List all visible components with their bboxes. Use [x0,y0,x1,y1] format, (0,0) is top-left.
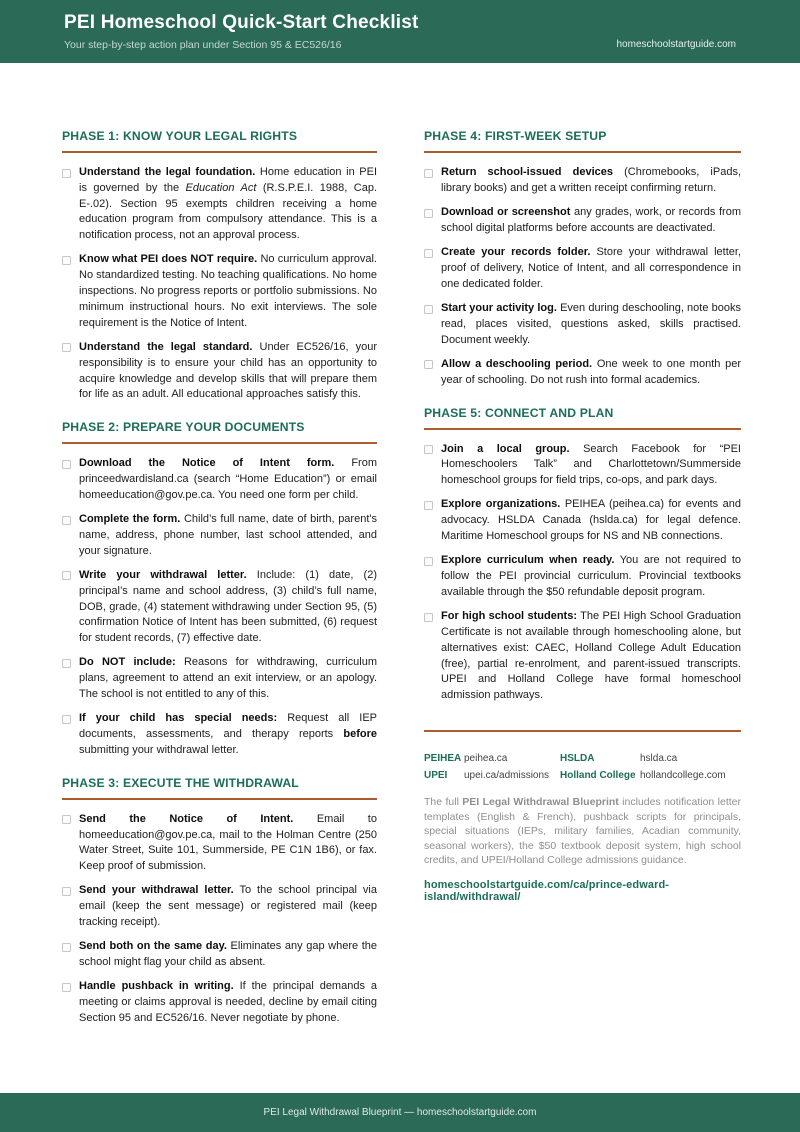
checklist-item [62,512,377,559]
checkbox[interactable] [424,501,433,510]
checklist-item [424,497,741,544]
checklist-item [62,165,377,244]
checkbox[interactable] [424,305,433,314]
checkbox[interactable] [62,571,71,580]
item-body: any grades, work, or records from school digital platforms before accounts are deactivated. [441,206,741,234]
item-body: Request all IEP documents, assessments, and therapy reports before submitting your withdrawal letter. [79,712,377,756]
item-lead: Join a local group. [441,442,570,455]
item-lead: Return school-issued devices [441,166,613,178]
checklist-item [424,205,741,237]
item-lead: Explore organizations. [441,498,561,511]
item-lead: Do NOT include: [79,656,176,669]
phase-title: PHASE 4: FIRST-WEEK SETUP [424,129,607,143]
phase-section [62,420,377,759]
item-body: Include: (1) date, (2) principal’s name and school address, (3) child’s full name, DOB, grade, (4) statement withdrawing under Section 95, (5) confirmation Notice of Intent has been submitted, (6) request for student records, (7) effective date. [79,568,378,645]
resource-label: HSLDA [560,753,595,765]
resource-link[interactable]: upei.ca/admissions [464,770,550,782]
item-lead: Understand the legal foundation. [79,166,256,178]
checklist-item [62,340,377,403]
page-title: PEI Homeschool Quick-Start Checklist [64,12,419,33]
phase-divider [62,442,377,444]
checkbox[interactable] [424,445,433,454]
item-lead: Download the Notice of Intent form. [79,457,335,470]
phase-divider [424,151,741,153]
phase-items [424,165,741,389]
checklist-item [424,553,741,600]
item-lead: Send your withdrawal letter. [79,884,234,897]
item-lead: If your child has special needs: [79,712,278,725]
checkbox[interactable] [62,887,71,896]
phase-section [62,776,377,1027]
checklist-item [62,883,377,930]
checklist-item [424,245,741,292]
item-body: (Chromebooks, iPads, library books) and get a written receipt confirming return. [441,166,742,194]
header [0,0,800,63]
item-lead: Write your withdrawal letter. [79,568,247,581]
item-body: You are not required to follow the PEI provincial curriculum. Provincial textbooks available through the $50 refundable deposit program. [441,554,742,598]
content-area [0,63,800,1044]
phase-divider [424,428,741,430]
item-lead: Handle pushback in writing. [79,980,234,993]
item-lead: Understand the legal standard. [79,340,253,353]
checkbox[interactable] [424,249,433,258]
resource-link[interactable]: hollandcollege.com [640,770,726,782]
checklist-item [62,711,377,758]
checklist-item [62,655,377,702]
phase-divider [62,151,377,153]
checklist-item [424,442,741,489]
item-lead: Send both on the same day. [79,940,227,953]
checkbox[interactable] [62,516,71,525]
item-lead: Complete the form. [79,513,181,526]
checklist-item [62,939,377,971]
item-body: Under EC526/16, your responsibility is to ensure your child has an opportunity to acquire knowledge and develop skills that will prepare them for life as an adult. All educational approaches satisfy this. [79,340,377,401]
item-body: The PEI High School Graduation Certificate is not available through homeschooling alone, but alternatives exist: CAEC, Holland College Adult Education (free), partial re-enrolment, and parent-issued transcripts. UPEI and Holland College have formal homeschool admission pathways. [441,610,741,702]
checkbox[interactable] [62,983,71,992]
phase-title: PHASE 5: CONNECT AND PLAN [424,405,614,420]
item-body: Even during deschooling, note books read, places visited, questions asked, skills practised. Document weekly. [441,302,741,346]
checklist-item [62,568,377,647]
item-lead: Start your activity log. [441,302,557,315]
item-body: If the principal demands a meeting or claims approval is needed, decline by email citing Section 95 and EC526/16. Never negotiate by phone. [79,980,377,1024]
checklist-item [424,301,741,348]
item-body: Search Facebook for “PEI Homeschoolers Talk” and Charlottetown/Summerside homeschool groups for field trips, co-ops, and park days. [441,442,741,487]
resource-links-grid [424,752,741,782]
page-subtitle: Your step-by-step action plan under Section 95 & EC526/16 [64,39,342,51]
resource-label: PEIHEA [424,753,462,765]
checkbox[interactable] [62,659,71,668]
item-lead: Download or screenshot [441,206,571,219]
checkbox[interactable] [424,613,433,622]
resource-label: UPEI [424,770,448,782]
right-column-phases [424,129,741,704]
resources-section [424,730,741,903]
checklist-item [62,979,377,1026]
checkbox[interactable] [62,343,71,352]
checkbox[interactable] [424,360,433,369]
item-lead: Create your records folder. [441,246,591,259]
phase-items [62,812,377,1027]
right-column [424,129,741,903]
checklist-item [424,357,741,389]
checkbox[interactable] [62,256,71,265]
footer-text: PEI Legal Withdrawal Blueprint — homeschoolstartguide.com [263,1107,537,1118]
checkbox[interactable] [424,169,433,178]
checkbox[interactable] [62,943,71,952]
checkbox[interactable] [62,169,71,178]
item-body: Eliminates any gap where the school might flag your child as absent. [79,940,377,969]
item-lead: Know what PEI does NOT require. [79,253,258,266]
item-body: From princeedwardisland.ca (search “Home Education”) or email homeeducation@gov.pe.ca. You need one form per child. [79,457,377,501]
item-body: Email to homeeducation@gov.pe.ca, mail to the Holman Centre (250 Water Street, Suite 101, Summerside, PE C1N 1B6), or fax. Keep proof of submission. [79,812,377,873]
checklist-item [62,252,377,331]
phase-divider [62,798,377,800]
resource-link[interactable]: peihea.ca [464,753,508,765]
header-text-block [64,12,419,51]
item-body: Store your withdrawal letter, proof of delivery, Notice of Intent, and all correspondence in one dedicated folder. [441,246,741,290]
checkbox[interactable] [424,557,433,566]
phase-title: PHASE 1: KNOW YOUR LEGAL RIGHTS [62,129,298,143]
phase-items [62,456,377,759]
item-lead: For high school students: [441,610,577,623]
checkbox[interactable] [62,715,71,724]
phase-section [62,129,377,403]
phase-items [62,165,377,403]
item-lead: Explore curriculum when ready. [441,554,615,567]
checklist-item [62,456,377,503]
phase-title: PHASE 2: PREPARE YOUR DOCUMENTS [62,420,305,435]
checkbox[interactable] [62,460,71,469]
item-body: Reasons for withdrawing, curriculum plans, agreement to attend an exit interview, or an apology. The school is not entitled to any of this. [79,656,377,701]
checklist-item [62,812,377,875]
item-body: To the school principal via email (keep the sent message) or registered mail (keep tracking receipt). [79,884,377,928]
item-body: One week to one month per year of schooling. Do not rush into formal academics. [441,357,742,386]
left-column [62,129,377,1044]
item-body: Child’s full name, date of birth, parent's name, address, phone number, last school attended, and your signature. [79,513,377,557]
checkbox[interactable] [424,209,433,218]
checklist-item [424,165,741,197]
cta-url-link[interactable]: homeschoolstartguide.com/ca/prince-edward-island/withdrawal/ [424,878,670,903]
item-body: No curriculum approval. No standardized testing. No teaching qualifications. No home inspections. No progress reports or portfolio submissions. No minimum instructional hours. No exit interviews. The sole requirement is the Notice of Intent. [79,253,377,329]
item-lead: Allow a deschooling period. [441,357,593,370]
checklist-item [424,609,741,704]
resource-link[interactable]: hslda.ca [640,753,678,765]
checkbox[interactable] [62,815,71,824]
item-body: PEIHEA (peihea.ca) for events and advocacy. HSLDA Canada (hslda.ca) for legal defence. Maritime Homeschool groups for NS and NB connections. [441,498,741,543]
phase-section [424,406,741,704]
phase-title: PHASE 3: EXECUTE THE WITHDRAWAL [62,775,299,790]
item-lead: Send the Notice of Intent. [79,812,294,825]
blueprint-blurb: The full PEI Legal Withdrawal Blueprint includes notification letter templates (English & French), pushback scripts for principals, special situations (IEPs, military families, Acadian community, seasonal workers), the $50 textbook deposit system, high school credits, and UPEI/Holland College admissions guidance. [424,796,741,867]
resource-label: Holland College [560,770,636,782]
item-body: Home education in PEI is governed by the Education Act (R.S.P.E.I. 1988, Cap. E-.02). Section 95 exempts children receiving a home education program from compulsory attendance. This is a notification process, not an approval process. [79,166,378,242]
header-site-url[interactable]: homeschoolstartguide.com [616,39,736,50]
phase-items [424,442,741,704]
resources-divider [424,730,741,732]
footer [0,1093,800,1132]
phase-section [424,129,741,389]
